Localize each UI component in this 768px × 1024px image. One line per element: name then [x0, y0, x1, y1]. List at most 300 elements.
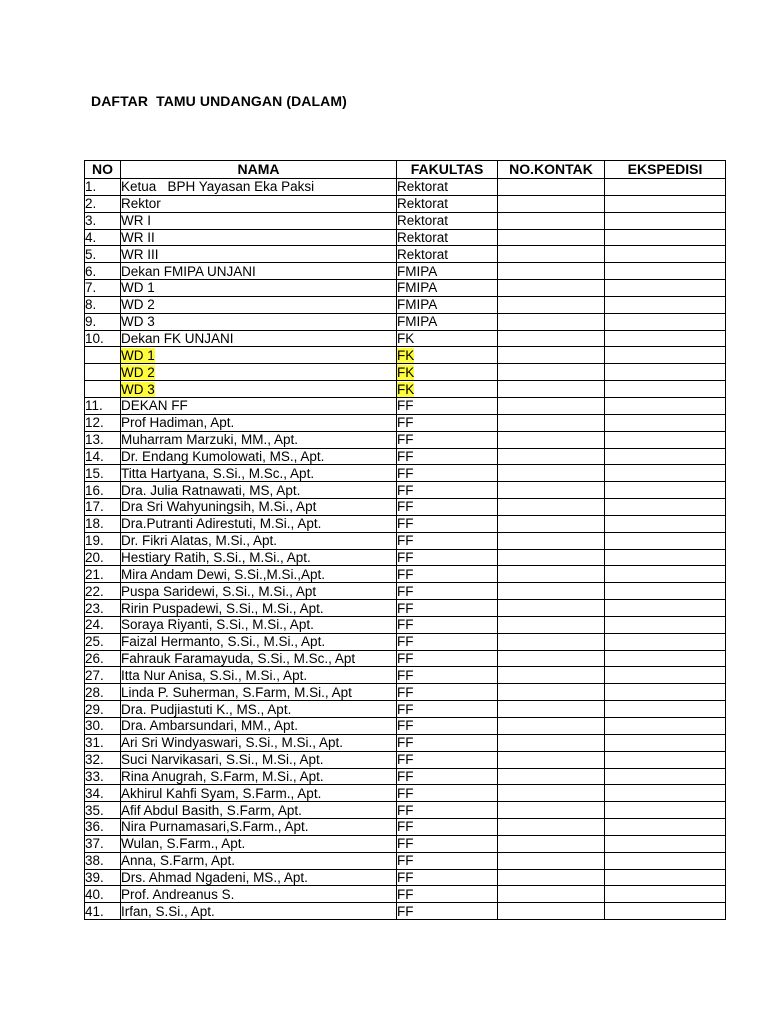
cell-nama — [121, 246, 397, 263]
table-row — [85, 701, 726, 718]
cell-nama-text: Irfan, S.Si., Apt. — [121, 903, 215, 919]
cell-no — [85, 381, 121, 398]
cell-no — [85, 819, 121, 836]
cell-fakultas-text: FF — [397, 718, 414, 734]
cell-no-kontak — [498, 566, 605, 583]
cell-no-kontak — [498, 684, 605, 701]
cell-ekspedisi — [605, 431, 726, 448]
cell-no-text: 38. — [85, 853, 104, 869]
cell-no — [85, 515, 121, 532]
cell-no-text: 13. — [85, 432, 104, 448]
cell-ekspedisi — [605, 549, 726, 566]
cell-fakultas-text: FF — [397, 819, 414, 835]
table-row — [85, 785, 726, 802]
cell-fakultas-text: FK — [397, 347, 415, 363]
cell-no-text: 19. — [85, 533, 104, 549]
table-row — [85, 330, 726, 347]
table-row — [85, 886, 726, 903]
cell-fakultas — [397, 684, 498, 701]
cell-fakultas — [397, 701, 498, 718]
cell-nama-text: Rina Anugrah, S.Farm, M.Si., Apt. — [121, 768, 324, 784]
table-row — [85, 397, 726, 414]
cell-nama-text: Dr. Fikri Alatas, M.Si., Apt. — [121, 533, 278, 549]
table-row — [85, 751, 726, 768]
table-row — [85, 280, 726, 297]
cell-nama — [121, 650, 397, 667]
cell-nama-text: Afif Abdul Basith, S.Farm, Apt. — [121, 802, 302, 818]
cell-no-text: 23. — [85, 600, 104, 616]
cell-ekspedisi — [605, 802, 726, 819]
cell-fakultas-text: Rektorat — [397, 179, 449, 195]
table-row — [85, 499, 726, 516]
cell-ekspedisi — [605, 296, 726, 313]
cell-no — [85, 195, 121, 212]
cell-ekspedisi — [605, 600, 726, 617]
cell-fakultas-text: Rektorat — [397, 229, 449, 245]
cell-no — [85, 499, 121, 516]
cell-no — [85, 364, 121, 381]
cell-ekspedisi — [605, 869, 726, 886]
table-row — [85, 347, 726, 364]
cell-fakultas-text: FF — [397, 432, 414, 448]
cell-fakultas — [397, 515, 498, 532]
cell-nama — [121, 701, 397, 718]
cell-no-text: 36. — [85, 819, 104, 835]
cell-no-text: 8. — [85, 297, 97, 313]
cell-no — [85, 347, 121, 364]
cell-nama-text: Prof. Andreanus S. — [121, 886, 235, 902]
cell-ekspedisi — [605, 499, 726, 516]
cell-nama — [121, 718, 397, 735]
table-row — [85, 819, 726, 836]
cell-no-kontak — [498, 600, 605, 617]
cell-fakultas-text: FF — [397, 836, 414, 852]
cell-no-text: 2. — [85, 196, 97, 212]
cell-fakultas-text: FK — [397, 381, 415, 397]
cell-no — [85, 583, 121, 600]
cell-fakultas — [397, 296, 498, 313]
cell-no — [85, 701, 121, 718]
cell-nama-text: Anna, S.Farm, Apt. — [121, 853, 236, 869]
cell-nama-text: Rektor — [121, 196, 161, 212]
cell-fakultas — [397, 852, 498, 869]
table-row — [85, 263, 726, 280]
cell-nama — [121, 802, 397, 819]
cell-no-text: 14. — [85, 448, 104, 464]
cell-fakultas-text: FF — [397, 482, 414, 498]
table-row — [85, 768, 726, 785]
cell-no-kontak — [498, 650, 605, 667]
cell-no-kontak — [498, 397, 605, 414]
cell-no-text: 39. — [85, 870, 104, 886]
cell-ekspedisi — [605, 852, 726, 869]
cell-ekspedisi — [605, 330, 726, 347]
cell-ekspedisi — [605, 482, 726, 499]
cell-fakultas — [397, 482, 498, 499]
table-row — [85, 313, 726, 330]
cell-nama-text: Ari Sri Windyaswari, S.Si., M.Si., Apt. — [121, 735, 344, 751]
cell-fakultas — [397, 869, 498, 886]
cell-fakultas-text: FF — [397, 667, 414, 683]
cell-fakultas-text: FF — [397, 903, 414, 919]
cell-ekspedisi — [605, 515, 726, 532]
cell-nama-text: Faizal Hermanto, S.Si., M.Si., Apt. — [121, 634, 326, 650]
cell-fakultas-text: FF — [397, 785, 414, 801]
cell-nama-text: Wulan, S.Farm., Apt. — [121, 836, 246, 852]
cell-no — [85, 852, 121, 869]
cell-nama — [121, 616, 397, 633]
cell-no-kontak — [498, 802, 605, 819]
cell-fakultas — [397, 819, 498, 836]
cell-no — [85, 835, 121, 852]
cell-no-kontak — [498, 448, 605, 465]
cell-no-kontak — [498, 347, 605, 364]
header-ekspedisi: EKSPEDISI — [605, 161, 726, 179]
cell-no-text: 9. — [85, 314, 97, 330]
cell-fakultas — [397, 431, 498, 448]
cell-no-kontak — [498, 330, 605, 347]
cell-ekspedisi — [605, 701, 726, 718]
cell-fakultas — [397, 212, 498, 229]
cell-nama-text: Linda P. Suherman, S.Farm, M.Si., Apt — [121, 684, 352, 700]
cell-nama-text: Mira Andam Dewi, S.Si.,M.Si.,Apt. — [121, 566, 326, 582]
cell-no — [85, 431, 121, 448]
cell-nama — [121, 566, 397, 583]
cell-fakultas-text: FF — [397, 448, 414, 464]
cell-no-kontak — [498, 751, 605, 768]
cell-fakultas — [397, 532, 498, 549]
cell-ekspedisi — [605, 785, 726, 802]
cell-nama-text: WD 1 — [121, 280, 155, 296]
cell-no — [85, 532, 121, 549]
cell-fakultas-text: FF — [397, 802, 414, 818]
cell-nama — [121, 448, 397, 465]
table-row — [85, 802, 726, 819]
cell-nama-text: Titta Hartyana, S.Si., M.Sc., Apt. — [121, 465, 315, 481]
cell-nama-text: WD 2 — [121, 364, 155, 380]
cell-ekspedisi — [605, 212, 726, 229]
cell-no-kontak — [498, 465, 605, 482]
cell-no-text: 6. — [85, 263, 97, 279]
cell-nama-text: Hestiary Ratih, S.Si., M.Si., Apt. — [121, 549, 311, 565]
cell-nama-text: Prof Hadiman, Apt. — [121, 415, 235, 431]
cell-no-kontak — [498, 667, 605, 684]
table-row — [85, 734, 726, 751]
cell-fakultas-text: Rektorat — [397, 213, 449, 229]
header-fakultas: FAKULTAS — [397, 161, 498, 179]
cell-no — [85, 734, 121, 751]
cell-no-text: 31. — [85, 735, 104, 751]
cell-no-text: 41. — [85, 903, 104, 919]
cell-nama-text: Dra.Putranti Adirestuti, M.Si., Apt. — [121, 516, 322, 532]
cell-nama-text: Fahrauk Faramayuda, S.Si., M.Sc., Apt — [121, 651, 356, 667]
cell-nama-text: Ririn Puspadewi, S.Si., M.Si., Apt. — [121, 600, 324, 616]
cell-no-kontak — [498, 886, 605, 903]
cell-fakultas-text: FF — [397, 870, 414, 886]
cell-fakultas — [397, 465, 498, 482]
table-header — [85, 161, 726, 179]
cell-ekspedisi — [605, 751, 726, 768]
cell-no — [85, 229, 121, 246]
cell-no — [85, 330, 121, 347]
cell-nama-text: WD 3 — [121, 314, 155, 330]
cell-fakultas — [397, 347, 498, 364]
cell-nama — [121, 549, 397, 566]
cell-no-text: 7. — [85, 280, 97, 296]
cell-fakultas — [397, 768, 498, 785]
cell-no-kontak — [498, 583, 605, 600]
cell-fakultas — [397, 633, 498, 650]
cell-fakultas — [397, 650, 498, 667]
cell-fakultas-text: FF — [397, 566, 414, 582]
table-row — [85, 549, 726, 566]
cell-no-text: 3. — [85, 213, 97, 229]
cell-no — [85, 566, 121, 583]
cell-nama — [121, 785, 397, 802]
cell-fakultas — [397, 835, 498, 852]
cell-fakultas-text: FMIPA — [397, 314, 438, 330]
table-row — [85, 414, 726, 431]
cell-ekspedisi — [605, 566, 726, 583]
cell-no — [85, 903, 121, 920]
cell-nama-text: Ketua BPH Yayasan Eka Paksi — [121, 179, 315, 195]
cell-fakultas — [397, 734, 498, 751]
cell-nama — [121, 229, 397, 246]
table-row — [85, 448, 726, 465]
cell-fakultas — [397, 364, 498, 381]
cell-nama — [121, 381, 397, 398]
cell-fakultas-text: FF — [397, 583, 414, 599]
table-row — [85, 246, 726, 263]
cell-ekspedisi — [605, 835, 726, 852]
cell-no — [85, 667, 121, 684]
cell-nama — [121, 179, 397, 196]
cell-fakultas — [397, 903, 498, 920]
cell-nama-text: Dra. Pudjiastuti K., MS., Apt. — [121, 701, 292, 717]
cell-no — [85, 263, 121, 280]
table-row — [85, 718, 726, 735]
cell-fakultas — [397, 397, 498, 414]
cell-no — [85, 448, 121, 465]
cell-no-text: 25. — [85, 634, 104, 650]
header-no: NO — [85, 161, 121, 179]
cell-nama-text: WR III — [121, 246, 159, 262]
cell-no-kontak — [498, 718, 605, 735]
cell-ekspedisi — [605, 583, 726, 600]
cell-fakultas-text: FF — [397, 533, 414, 549]
cell-nama — [121, 195, 397, 212]
cell-no-kontak — [498, 414, 605, 431]
cell-fakultas-text: FF — [397, 768, 414, 784]
cell-no-text: 17. — [85, 499, 104, 515]
cell-nama — [121, 886, 397, 903]
cell-no-kontak — [498, 482, 605, 499]
cell-no-text: 28. — [85, 684, 104, 700]
table-row — [85, 364, 726, 381]
cell-nama-text: WR I — [121, 213, 151, 229]
table-row — [85, 903, 726, 920]
cell-fakultas — [397, 802, 498, 819]
cell-no — [85, 397, 121, 414]
cell-ekspedisi — [605, 313, 726, 330]
cell-fakultas-text: FF — [397, 634, 414, 650]
cell-fakultas — [397, 667, 498, 684]
document-title: DAFTAR TAMU UNDANGAN (DALAM) — [91, 93, 347, 109]
cell-nama-text: DEKAN FF — [121, 398, 188, 414]
cell-fakultas — [397, 448, 498, 465]
cell-fakultas-text: FF — [397, 752, 414, 768]
cell-ekspedisi — [605, 718, 726, 735]
table-row — [85, 566, 726, 583]
cell-nama-text: Suci Narvikasari, S.Si., M.Si., Apt. — [121, 752, 324, 768]
table-row — [85, 616, 726, 633]
cell-fakultas — [397, 751, 498, 768]
cell-nama — [121, 212, 397, 229]
cell-nama-text: Dra. Julia Ratnawati, MS, Apt. — [121, 482, 301, 498]
cell-fakultas-text: FK — [397, 331, 415, 347]
cell-nama — [121, 583, 397, 600]
cell-nama-text: Dekan FK UNJANI — [121, 331, 234, 347]
cell-no-text: 11. — [85, 398, 103, 414]
table-row — [85, 515, 726, 532]
cell-no-kontak — [498, 852, 605, 869]
cell-no-text: 33. — [85, 768, 104, 784]
cell-nama — [121, 414, 397, 431]
cell-fakultas — [397, 179, 498, 196]
cell-fakultas — [397, 313, 498, 330]
cell-fakultas — [397, 499, 498, 516]
cell-no — [85, 718, 121, 735]
cell-fakultas — [397, 381, 498, 398]
table-row — [85, 431, 726, 448]
cell-nama — [121, 482, 397, 499]
cell-fakultas-text: FF — [397, 398, 414, 414]
cell-fakultas — [397, 229, 498, 246]
cell-no-kontak — [498, 296, 605, 313]
cell-no-kontak — [498, 549, 605, 566]
cell-fakultas — [397, 263, 498, 280]
cell-no-kontak — [498, 701, 605, 718]
cell-nama-text: Dra Sri Wahyuningsih, M.Si., Apt — [121, 499, 317, 515]
cell-no-kontak — [498, 835, 605, 852]
cell-ekspedisi — [605, 229, 726, 246]
cell-no — [85, 633, 121, 650]
cell-no-text: 15. — [85, 465, 104, 481]
cell-no — [85, 414, 121, 431]
cell-fakultas-text: Rektorat — [397, 196, 449, 212]
cell-nama — [121, 515, 397, 532]
cell-no-kontak — [498, 734, 605, 751]
cell-no-text: 40. — [85, 886, 104, 902]
cell-nama-text: WD 3 — [121, 381, 155, 397]
cell-nama — [121, 364, 397, 381]
cell-no-kontak — [498, 381, 605, 398]
cell-no-kontak — [498, 313, 605, 330]
cell-no-text: 1. — [85, 179, 97, 195]
cell-no-kontak — [498, 212, 605, 229]
cell-ekspedisi — [605, 886, 726, 903]
cell-no-kontak — [498, 819, 605, 836]
cell-fakultas — [397, 616, 498, 633]
table-row — [85, 296, 726, 313]
cell-no — [85, 179, 121, 196]
cell-nama — [121, 397, 397, 414]
cell-no — [85, 482, 121, 499]
cell-ekspedisi — [605, 414, 726, 431]
header-row — [85, 161, 726, 179]
cell-no-text: 22. — [85, 583, 104, 599]
cell-nama-text: Soraya Riyanti, S.Si., M.Si., Apt. — [121, 617, 314, 633]
cell-fakultas-text: FF — [397, 516, 414, 532]
table-row — [85, 532, 726, 549]
cell-fakultas-text: FF — [397, 465, 414, 481]
cell-nama-text: Itta Nur Anisa, S.Si., M.Si., Apt. — [121, 667, 308, 683]
table-row — [85, 650, 726, 667]
table-row — [85, 684, 726, 701]
cell-fakultas-text: FF — [397, 684, 414, 700]
cell-no-kontak — [498, 616, 605, 633]
cell-nama-text: Drs. Ahmad Ngadeni, MS., Apt. — [121, 870, 308, 886]
cell-fakultas — [397, 886, 498, 903]
cell-nama-text: Dr. Endang Kumolowati, MS., Apt. — [121, 448, 325, 464]
cell-no — [85, 246, 121, 263]
table-row — [85, 482, 726, 499]
cell-no — [85, 549, 121, 566]
cell-no-kontak — [498, 263, 605, 280]
cell-nama — [121, 280, 397, 297]
cell-fakultas-text: FF — [397, 499, 414, 515]
cell-fakultas-text: FF — [397, 600, 414, 616]
cell-fakultas — [397, 414, 498, 431]
table-row — [85, 852, 726, 869]
cell-no-text: 10. — [85, 331, 104, 347]
cell-fakultas-text: FMIPA — [397, 263, 438, 279]
cell-nama-text: WR II — [121, 229, 155, 245]
cell-ekspedisi — [605, 280, 726, 297]
cell-no — [85, 751, 121, 768]
cell-no-text: 27. — [85, 667, 104, 683]
cell-nama — [121, 431, 397, 448]
cell-no-text: 18. — [85, 516, 104, 532]
cell-nama-text: Dra. Ambarsundari, MM., Apt. — [121, 718, 299, 734]
cell-nama-text: Akhirul Kahfi Syam, S.Farm., Apt. — [121, 785, 322, 801]
cell-ekspedisi — [605, 263, 726, 280]
cell-no-text: 12. — [85, 415, 104, 431]
cell-no — [85, 869, 121, 886]
cell-nama — [121, 263, 397, 280]
cell-fakultas — [397, 600, 498, 617]
cell-ekspedisi — [605, 397, 726, 414]
cell-no — [85, 802, 121, 819]
cell-nama — [121, 869, 397, 886]
cell-nama — [121, 532, 397, 549]
cell-nama-text: Puspa Saridewi, S.Si., M.Si., Apt — [121, 583, 317, 599]
cell-ekspedisi — [605, 347, 726, 364]
cell-nama-text: Nira Purnamasari,S.Farm., Apt. — [121, 819, 309, 835]
cell-no-text: 35. — [85, 802, 104, 818]
cell-fakultas — [397, 718, 498, 735]
cell-no-text: 26. — [85, 651, 104, 667]
cell-no-text: 37. — [85, 836, 104, 852]
cell-no-text: 4. — [85, 229, 97, 245]
table-body — [85, 179, 726, 920]
cell-nama — [121, 751, 397, 768]
table-row — [85, 465, 726, 482]
cell-no-kontak — [498, 499, 605, 516]
cell-fakultas — [397, 785, 498, 802]
cell-fakultas-text: FMIPA — [397, 297, 438, 313]
cell-fakultas-text: FF — [397, 735, 414, 751]
